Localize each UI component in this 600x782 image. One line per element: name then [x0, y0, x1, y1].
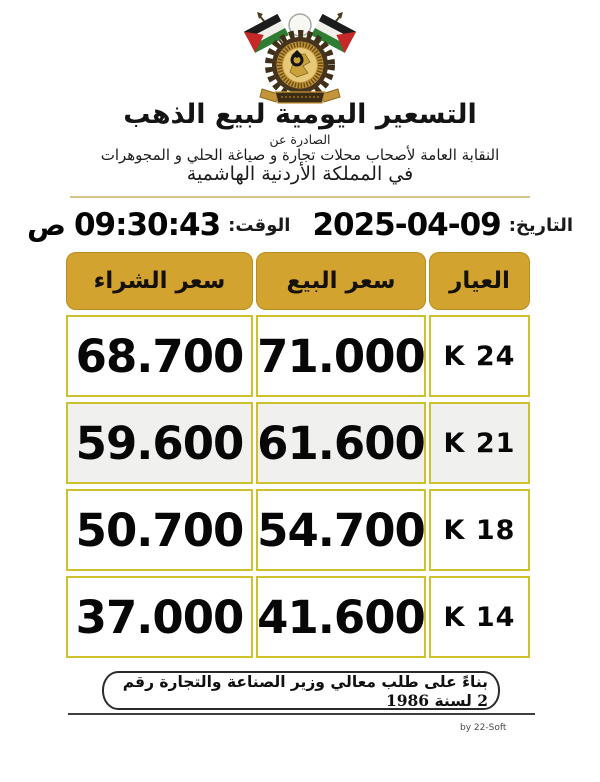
sell-price-14k: 41.600 [256, 576, 426, 658]
karat-cell-14k: 14 K [429, 576, 530, 658]
time-label: الوقت: [228, 214, 291, 236]
column-header-karat: العيار [429, 252, 530, 310]
bottom-rule-line [68, 713, 535, 715]
country-name: في المملكة الأردنية الهاشمية [186, 163, 414, 185]
sell-price-24k: 71.000 [256, 315, 426, 397]
gold-price-table [66, 252, 530, 658]
sell-price-18k: 54.700 [256, 489, 426, 571]
issued-by-label: الصادرة عن [269, 132, 331, 147]
meridiem-am: ص [26, 208, 66, 242]
emblem-graphic [225, 10, 375, 106]
datetime-row [0, 202, 600, 248]
organization-name: النقابة العامة لأصحاب محلات تجارة و صياغة الحلي و المجوهرات [100, 146, 500, 164]
column-header-sell-price: سعر البيع [256, 252, 426, 310]
time-value: 09:30:43 [73, 207, 221, 243]
column-header-buy-price: سعر الشراء [66, 252, 253, 310]
gold-divider-line [70, 196, 530, 198]
buy-price-24k: 68.700 [66, 315, 253, 397]
page-title: التسعير اليومية لبيع الذهب [123, 99, 477, 130]
karat-cell-21k: 21 K [429, 402, 530, 484]
jordan-jewelers-union-emblem-logo [225, 10, 375, 110]
software-credit: by 22-Soft [460, 723, 507, 733]
karat-cell-24k: 24 K [429, 315, 530, 397]
ministerial-decree-note: بناءً على طلب معالي وزير الصناعة والتجارة رقم 2 لسنة 1986 [102, 671, 500, 710]
buy-price-14k: 37.000 [66, 576, 253, 658]
date-label: التاريخ: [508, 214, 574, 236]
karat-cell-18k: 18 K [429, 489, 530, 571]
sell-price-21k: 61.600 [256, 402, 426, 484]
date-value: 2025-04-09 [312, 207, 501, 243]
buy-price-21k: 59.600 [66, 402, 253, 484]
buy-price-18k: 50.700 [66, 489, 253, 571]
